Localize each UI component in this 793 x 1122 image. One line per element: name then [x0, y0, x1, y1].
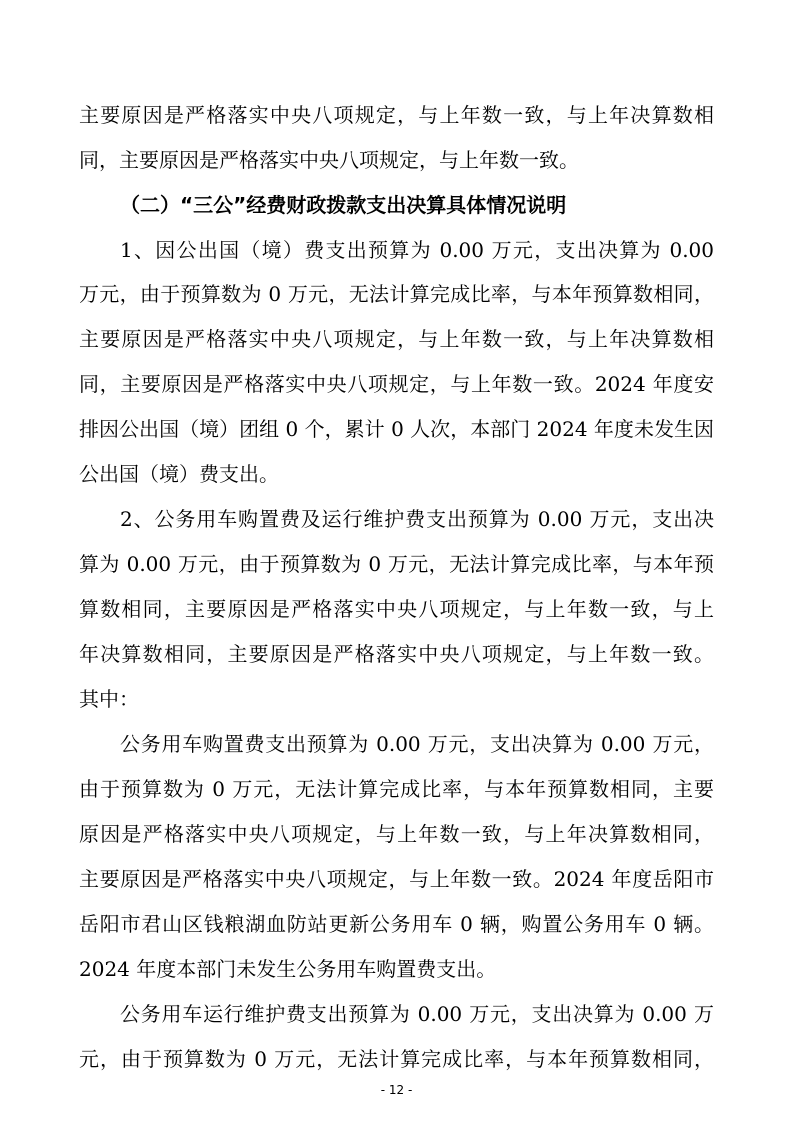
text-line-18: 主要原因是严格落实中央八项规定，与上年数一致。2024 年度岳阳市: [79, 867, 714, 891]
text-line-16: 由于预算数为 0 万元，无法计算完成比率，与本年预算数相同，主要: [79, 777, 714, 801]
text-line-21: 公务用车运行维护费支出预算为 0.00 万元，支出决算为 0.00 万: [120, 1002, 714, 1026]
text-line-14: 其中：: [79, 687, 139, 711]
text-line-22: 元，由于预算数为 0 万元，无法计算完成比率，与本年预算数相同，: [79, 1047, 714, 1071]
text-line-4: 1、因公出国（境）费支出预算为 0.00 万元，支出决算为 0.00: [120, 238, 714, 262]
section-heading: （二）“三公”经费财政拨款支出决算具体情况说明: [120, 193, 567, 217]
text-line-11: 算为 0.00 万元，由于预算数为 0 万元，无法计算完成比率，与本年预: [79, 552, 714, 576]
page-number: - 12 -: [380, 1083, 413, 1097]
text-line-19: 岳阳市君山区钱粮湖血防站更新公务用车 0 辆，购置公务用车 0 辆。: [79, 912, 714, 936]
text-line-15: 公务用车购置费支出预算为 0.00 万元，支出决算为 0.00 万元，: [120, 732, 714, 756]
text-line-5: 万元，由于预算数为 0 万元，无法计算完成比率，与本年预算数相同，: [79, 282, 714, 306]
text-line-7: 同，主要原因是严格落实中央八项规定，与上年数一致。2024 年度安: [79, 372, 714, 396]
text-line-13: 年决算数相同，主要原因是严格落实中央八项规定，与上年数一致。: [79, 642, 714, 666]
text-line-10: 2、公务用车购置费及运行维护费支出预算为 0.00 万元，支出决: [120, 507, 714, 531]
text-line-12: 算数相同，主要原因是严格落实中央八项规定，与上年数一致，与上: [79, 597, 714, 621]
text-line-20: 2024 年度本部门未发生公务用车购置费支出。: [79, 957, 497, 981]
text-line-2: 同，主要原因是严格落实中央八项规定，与上年数一致。: [79, 148, 579, 172]
text-line-8: 排因公出国（境）团组 0 个，累计 0 人次，本部门 2024 年度未发生因: [79, 417, 714, 441]
text-line-1: 主要原因是严格落实中央八项规定，与上年数一致，与上年决算数相: [79, 103, 714, 127]
text-line-9: 公出国（境）费支出。: [79, 462, 279, 486]
text-line-6: 主要原因是严格落实中央八项规定，与上年数一致，与上年决算数相: [79, 327, 714, 351]
text-line-17: 原因是严格落实中央八项规定，与上年数一致，与上年决算数相同，: [79, 822, 714, 846]
